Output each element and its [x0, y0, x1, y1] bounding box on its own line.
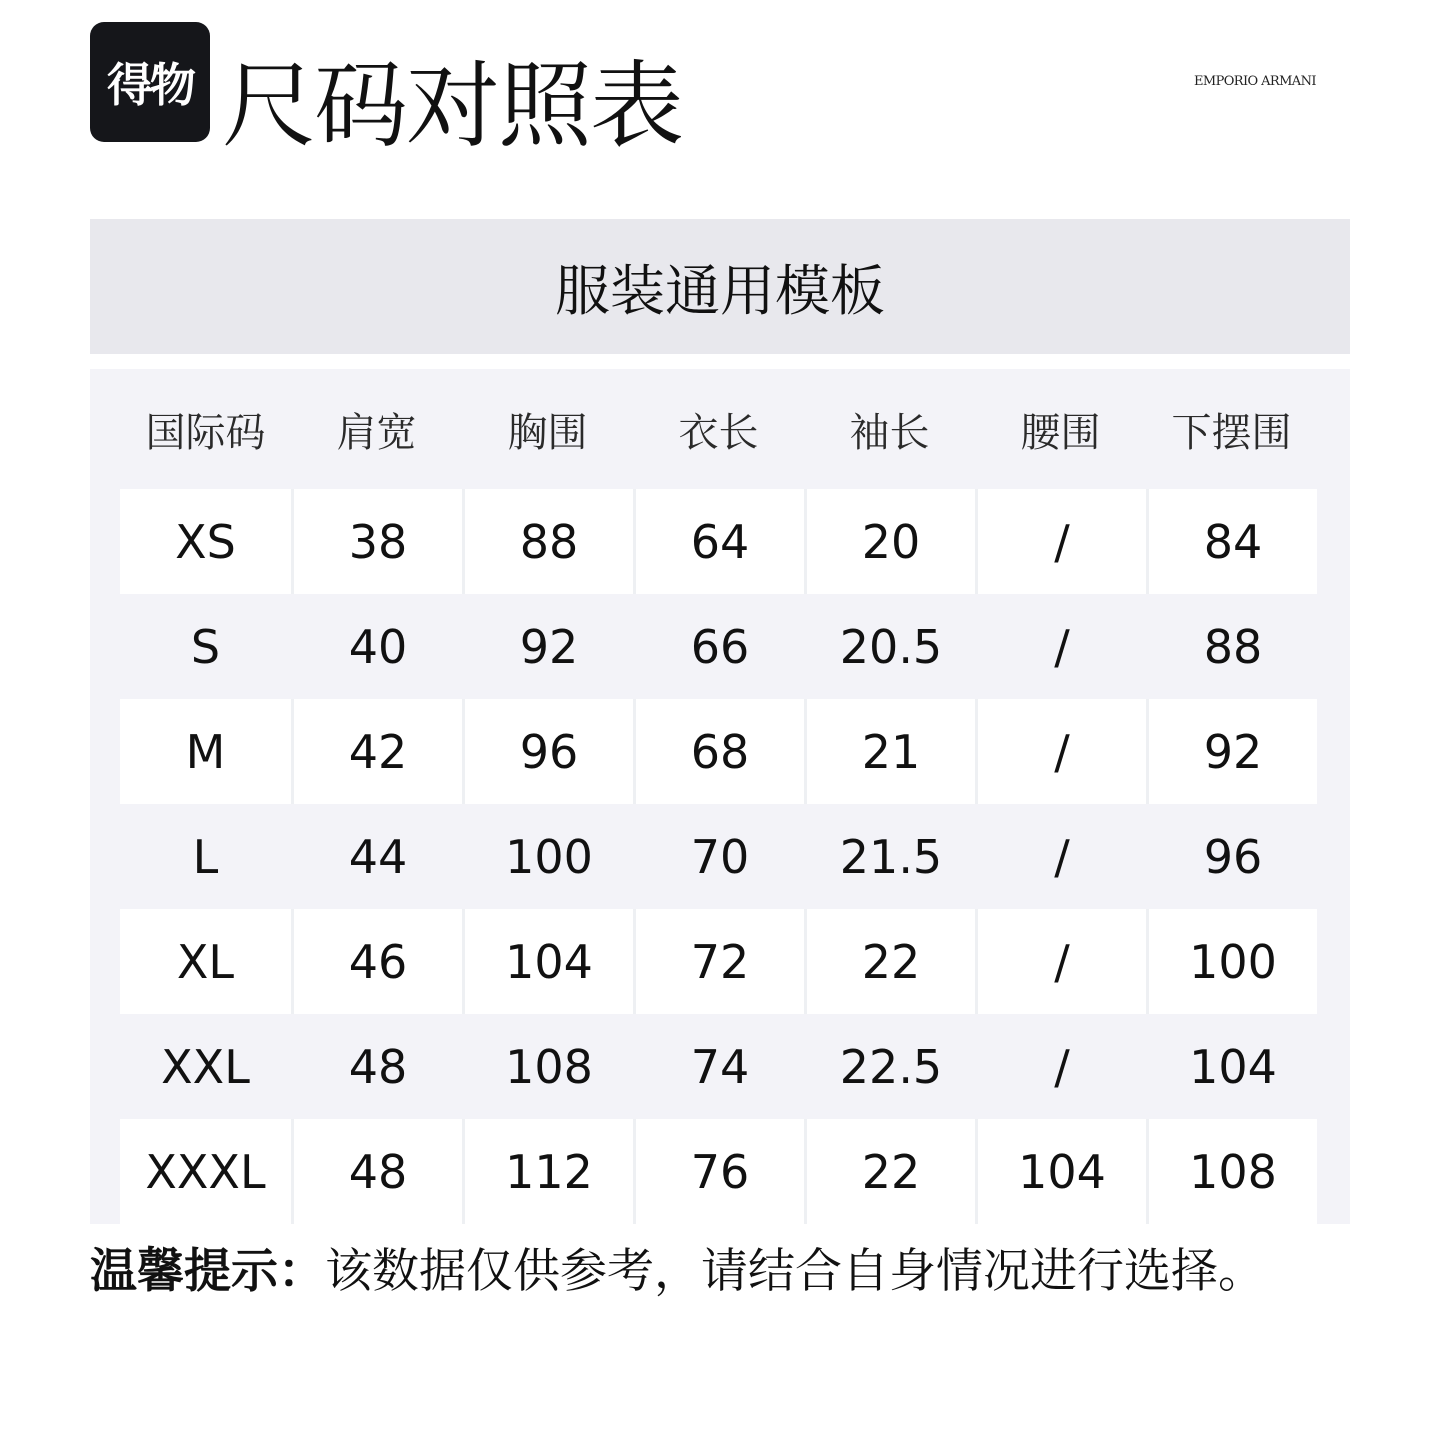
tip-label: 温馨提示： — [90, 1244, 325, 1299]
table-cell: 88 — [462, 489, 633, 594]
page-title: 尺码对照表 — [222, 52, 683, 161]
table-cell: 22.5 — [839, 1039, 943, 1094]
table-cell: 92 — [1146, 699, 1317, 804]
app-logo: 得物 — [90, 22, 210, 142]
table-cell: 38 — [291, 489, 462, 594]
column-header-waist: 腰围 — [1020, 409, 1101, 456]
table-cell: 40 — [348, 619, 408, 674]
table-cell: 21 — [804, 699, 975, 804]
table-cell: 112 — [462, 1119, 633, 1224]
table-cell: 104 — [975, 1119, 1146, 1224]
table-row — [120, 594, 1317, 699]
table-cell: 22 — [804, 909, 975, 1014]
table-cell: 96 — [462, 699, 633, 804]
table-cell: 88 — [1203, 619, 1263, 674]
table-header — [120, 369, 1317, 489]
table-cell: 100 — [1146, 909, 1317, 1014]
column-header-sleeve: 袖长 — [849, 409, 930, 456]
section-title: 服装通用模板 — [90, 219, 1350, 354]
table-cell: XL — [176, 934, 235, 989]
table-cell: 84 — [1146, 489, 1317, 594]
size-table — [90, 369, 1350, 1224]
table-cell: 48 — [291, 1119, 462, 1224]
table-row — [120, 804, 1317, 909]
table-cell: 68 — [633, 699, 804, 804]
table-cell: 21.5 — [839, 829, 943, 884]
table-cell: 96 — [1203, 829, 1263, 884]
column-header-hem: 下摆围 — [1171, 409, 1292, 456]
table-cell: XXL — [161, 1039, 250, 1094]
table-cell: 64 — [633, 489, 804, 594]
table-cell: 92 — [519, 619, 579, 674]
table-row — [120, 1119, 1317, 1224]
table-cell: M — [185, 724, 226, 779]
table-cell: 108 — [505, 1039, 593, 1094]
column-header-chest: 胸围 — [507, 409, 588, 456]
table-cell: 44 — [348, 829, 408, 884]
table-cell: / — [1054, 619, 1070, 674]
tip-note — [90, 1240, 1265, 1304]
tip-text: 该数据仅供参考，请结合自身情况进行选择。 — [325, 1244, 1265, 1299]
table-cell: / — [975, 489, 1146, 594]
column-header-size: 国际码 — [145, 409, 266, 456]
table-cell: / — [975, 909, 1146, 1014]
table-cell: 22 — [804, 1119, 975, 1224]
table-cell: 74 — [690, 1039, 750, 1094]
table-cell: S — [190, 619, 221, 674]
column-header-shoulder: 肩宽 — [336, 409, 417, 456]
table-cell: / — [975, 699, 1146, 804]
table-row — [120, 699, 1317, 804]
table-cell: L — [192, 829, 219, 884]
table-cell: 76 — [633, 1119, 804, 1224]
table-row — [120, 489, 1317, 594]
table-cell: 66 — [690, 619, 750, 674]
table-cell: XS — [175, 514, 236, 569]
table-cell: 20 — [804, 489, 975, 594]
table-cell: 48 — [348, 1039, 408, 1094]
table-cell: 108 — [1146, 1119, 1317, 1224]
table-cell: / — [1054, 829, 1070, 884]
table-row — [120, 909, 1317, 1014]
table-cell: 72 — [633, 909, 804, 1014]
table-cell: 70 — [690, 829, 750, 884]
table-cell: 104 — [462, 909, 633, 1014]
table-cell: 46 — [291, 909, 462, 1014]
table-cell: 42 — [291, 699, 462, 804]
table-cell: 104 — [1189, 1039, 1277, 1094]
table-cell: XXXL — [145, 1144, 266, 1199]
table-cell: 20.5 — [839, 619, 943, 674]
column-header-length: 衣长 — [678, 409, 759, 456]
table-cell: / — [1054, 1039, 1070, 1094]
table-row — [120, 1014, 1317, 1119]
brand-logo: EMPORIO ARMANI — [1194, 74, 1316, 89]
table-cell: 100 — [505, 829, 593, 884]
